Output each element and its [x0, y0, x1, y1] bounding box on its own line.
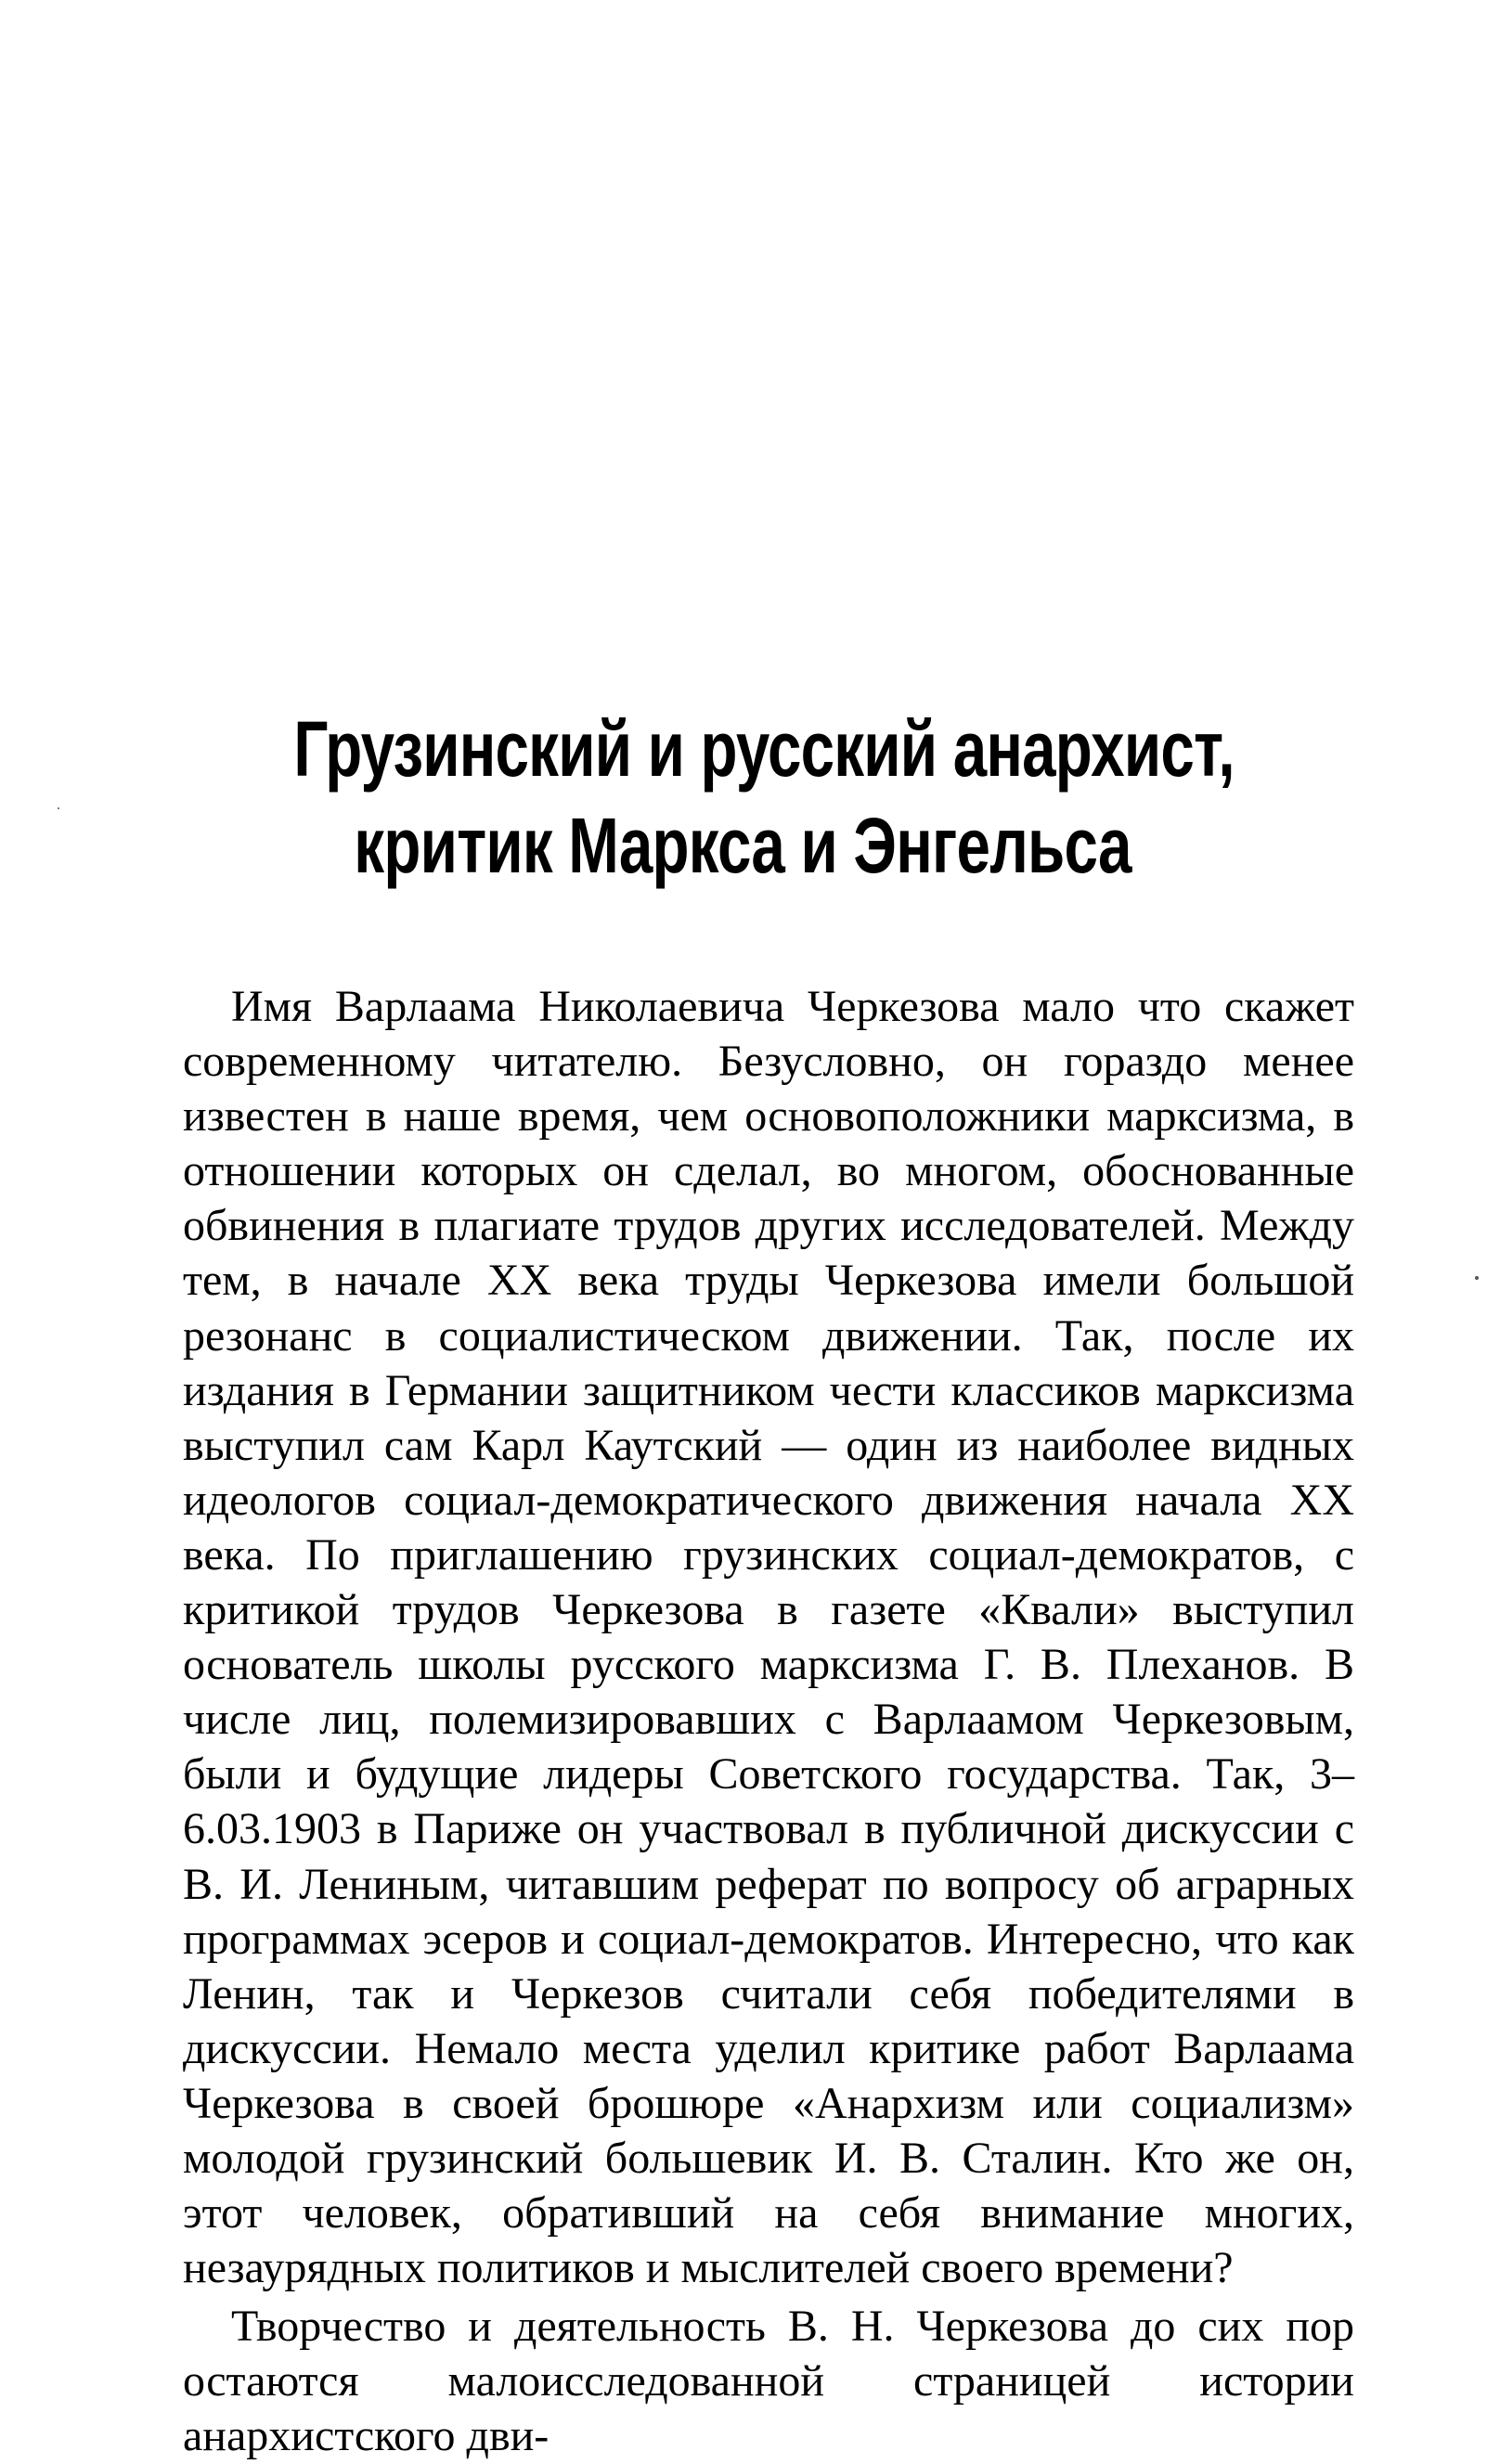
- paragraph-2: Творчество и деятельность В. Н. Черкезова до сих пор остаются малоисследованной страницей истории анархистского дви-: [183, 2302, 1354, 2461]
- paragraph-1: Имя Варлаама Николаевича Черкезова мало что скажет современному читателю. Безусловно, он гораздо менее известен в наше время, чем основоположники марксизма, в отношении которых он сделал, во многом, обоснованные обвинения в плагиате трудов других исследователей. Между тем, в начале XX века труды Черкезова имели большой резонанс в социалистическом движении. Так, после их издания в Германии защитником чести классиков марксизма выступил сам Карл Каутский — один из наиболее видных идеологов социал-демократического движения начала XX века. По приглашению грузинских социал-демократов, с критикой трудов Черкезова в газете «Квали» выступил основатель школы русского марксизма Г. В. Плеханов. В числе лиц, полемизировавших с Варлаамом Черкезовым, были и будущие лидеры Советского государства. Так, 3–6.03.1903 в Париже он участвовал в публичной дискуссии с В. И. Лениным, читавшим реферат по вопросу об аграрных программах эсеров и социал-демократов. Интересно, что как Ленин, так и Черкезов считали себя победителями в дискуссии. Немало места уделил критике работ Варлаама Черкезова в своей брошюре «Анархизм или социализм» молодой грузинский большевик И. В. Сталин. Кто же он, этот человек, обративший на себя внимание многих, незаурядных политиков и мыслителей своего времени?: [183, 982, 1354, 2293]
- body-text: [183, 979, 1354, 2464]
- chapter-title: [167, 701, 1318, 894]
- scan-speck-mark: [58, 807, 59, 809]
- chapter-title-line-1: Грузинский и русский анархист,: [293, 705, 1235, 793]
- scan-speck-mark: [1475, 1276, 1479, 1280]
- chapter-title-line-2: критик Маркса и Энгельса: [354, 802, 1131, 889]
